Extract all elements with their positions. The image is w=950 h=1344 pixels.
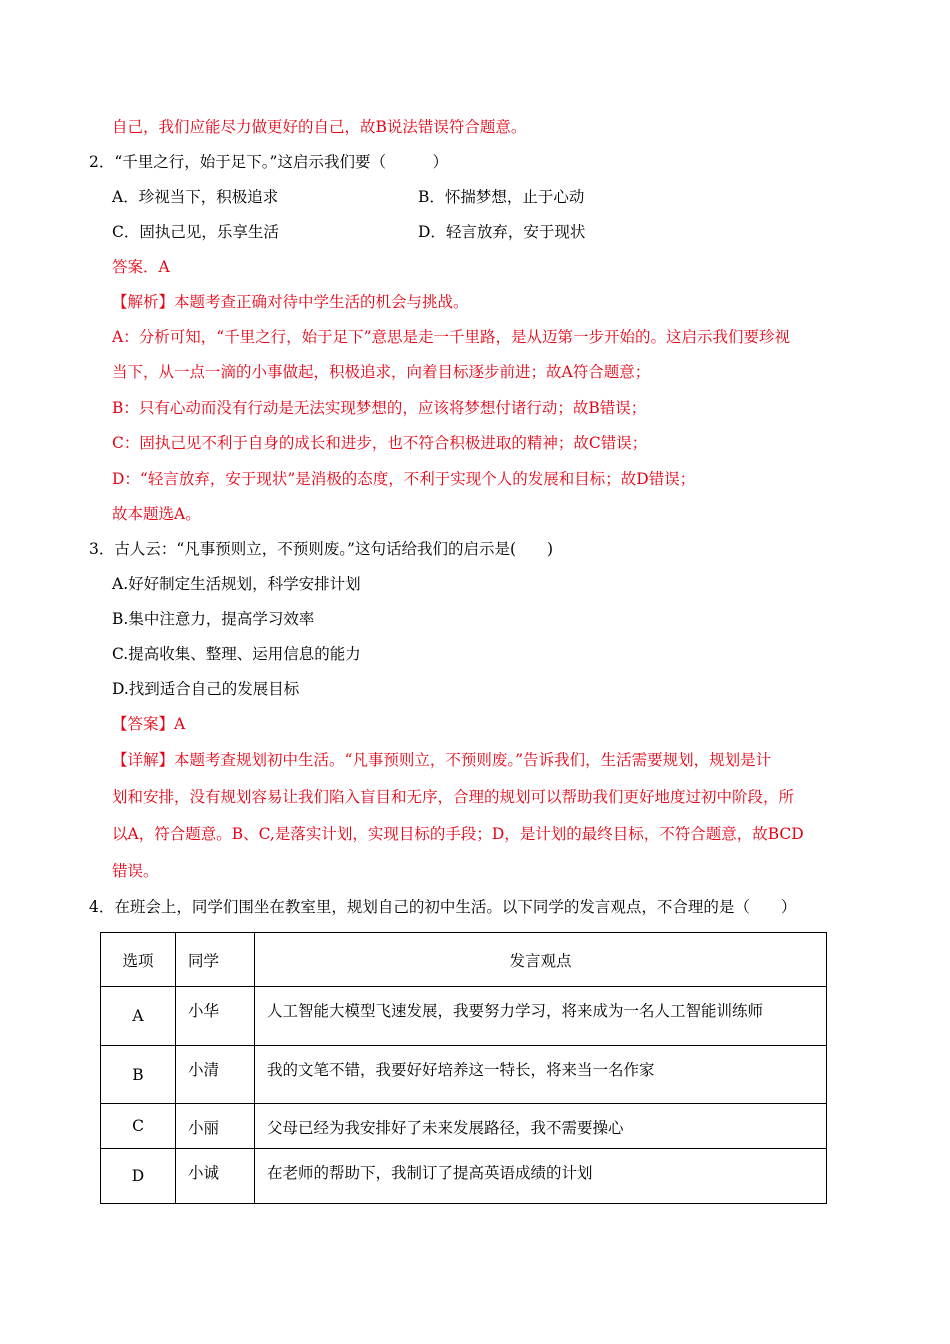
row-option: C xyxy=(101,1104,176,1149)
row-viewpoint: 在老师的帮助下，我制订了提高英语成绩的计划 xyxy=(255,1149,827,1204)
row-viewpoint: 我的文笔不错，我要好好培养这一特长，将来当一名作家 xyxy=(255,1046,827,1104)
row-viewpoint: 父母已经为我安排好了未来发展路径，我不需要操心 xyxy=(255,1104,827,1149)
q2-option-b: B．怀揣梦想，止于心动 xyxy=(418,188,585,206)
q2-stem: 2．“千里之行，始于足下。”这启示我们要（ ） xyxy=(89,153,448,171)
q3-answer: 【答案】A xyxy=(112,715,186,733)
previous-analysis-tail: 自己，我们应能尽力做更好的自己，故B说法错误符合题意。 xyxy=(112,118,527,136)
q2-analysis-line: C：固执己见不利于自身的成长和进步，也不符合积极进取的精神；故C错误； xyxy=(112,434,648,452)
table-row xyxy=(101,1149,827,1204)
q2-analysis-line: 故本题选A。 xyxy=(112,505,201,523)
q3-option-b: B.集中注意力，提高学习效率 xyxy=(112,610,315,628)
q2-analysis-line: A：分析可知，“千里之行，始于足下”意思是走一千里路，是从迈第一步开始的。这启示我们要珍视 xyxy=(112,328,791,346)
q2-option-c: C．固执己见，乐享生活 xyxy=(112,223,279,241)
row-student: 小清 xyxy=(176,1046,255,1104)
q2-analysis-line: B：只有心动而没有行动是无法实现梦想的，应该将梦想付诸行动；故B错误； xyxy=(112,399,647,417)
q3-analysis-line: 划和安排，没有规划容易让我们陷入盲目和无序，合理的规划可以帮助我们更好地度过初中阶段，所 xyxy=(112,788,795,806)
header-student: 同学 xyxy=(176,933,255,987)
q3-option-d: D.找到适合自己的发展目标 xyxy=(112,680,300,698)
row-viewpoint: 人工智能大模型飞速发展，我要努力学习，将来成为一名人工智能训练师 xyxy=(255,987,827,1046)
q3-option-c: C.提高收集、整理、运用信息的能力 xyxy=(112,645,361,663)
q3-option-a: A.好好制定生活规划，科学安排计划 xyxy=(112,575,361,593)
q4-table xyxy=(100,932,827,1204)
table-header-row xyxy=(101,933,827,987)
q2-option-d: D．轻言放弃，安于现状 xyxy=(418,223,586,241)
q3-analysis-line: 以A，符合题意。B、C,是落实计划，实现目标的手段；D，是计划的最终目标，不符合题意，故BCD xyxy=(112,825,804,843)
row-student: 小诚 xyxy=(176,1149,255,1204)
q3-analysis-line: 【详解】本题考查规划初中生活。“凡事预则立，不预则废。”告诉我们，生活需要规划，规划是计 xyxy=(112,751,772,769)
q2-analysis-line: D：“轻言放弃，安于现状”是消极的态度，不利于实现个人的发展和目标；故D错误； xyxy=(112,470,696,488)
row-option: D xyxy=(101,1149,176,1204)
row-student: 小丽 xyxy=(176,1104,255,1149)
table-row xyxy=(101,1104,827,1149)
q2-analysis-line: 【解析】本题考查正确对待中学生活的机会与挑战。 xyxy=(112,293,469,311)
q3-stem: 3．古人云：“凡事预则立，不预则废。”这句话给我们的启示是( ) xyxy=(89,540,554,558)
table-row xyxy=(101,1046,827,1104)
row-option: A xyxy=(101,987,176,1046)
header-viewpoint: 发言观点 xyxy=(255,933,827,987)
row-student: 小华 xyxy=(176,987,255,1046)
q2-analysis-line: 当下，从一点一滴的小事做起，积极追求，向着目标逐步前进；故A符合题意； xyxy=(112,363,651,381)
header-option: 选项 xyxy=(101,933,176,987)
table-row xyxy=(101,987,827,1046)
q2-option-a: A．珍视当下，积极追求 xyxy=(112,188,279,206)
q4-stem: 4．在班会上，同学们围坐在教室里，规划自己的初中生活。以下同学的发言观点，不合理的是（ ） xyxy=(89,898,797,916)
row-option: B xyxy=(101,1046,176,1104)
q3-analysis-line: 错误。 xyxy=(112,862,159,880)
q2-answer: 答案．A xyxy=(112,258,170,276)
